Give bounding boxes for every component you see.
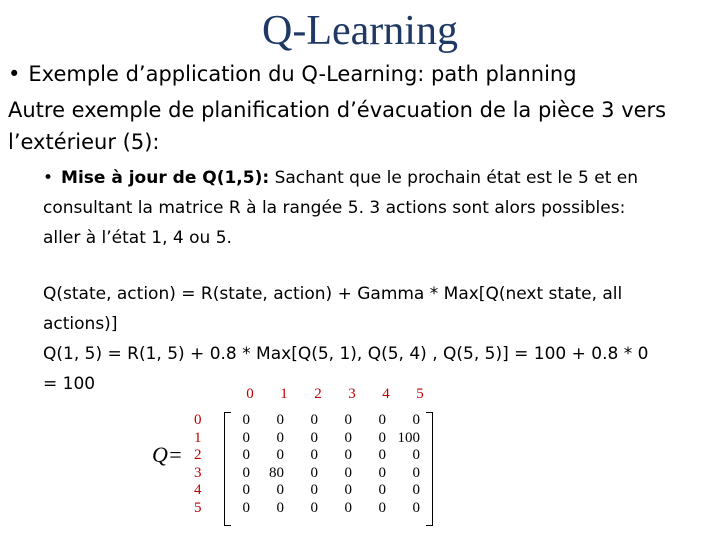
formula-line-1: Q(state, action) = R(state, action) + Gamma * Max[Q(next state, all bbox=[43, 284, 623, 304]
matrix-cell: 0 bbox=[276, 429, 284, 446]
matrix-cell: 0 bbox=[412, 464, 420, 481]
matrix-col-label: 0 bbox=[246, 386, 254, 402]
matrix-cell: 0 bbox=[242, 447, 250, 463]
matrix-col-label: 5 bbox=[416, 386, 424, 402]
matrix-cell: 0 bbox=[242, 429, 250, 446]
matrix-col-label: 4 bbox=[382, 386, 390, 402]
matrix-cell: 0 bbox=[276, 412, 284, 428]
matrix-cell: 100 bbox=[397, 429, 420, 446]
line2-text: Autre exemple de planification d’évacuation de la pièce 3 vers bbox=[8, 98, 667, 122]
sub-bullet-text1: Sachant que le prochain état est le 5 et en bbox=[269, 168, 638, 188]
q-matrix-label: Q= bbox=[152, 442, 183, 467]
matrix-cell: 0 bbox=[412, 447, 420, 463]
matrix-col-label: 2 bbox=[314, 386, 322, 402]
sub-bullet-bold: Mise à jour de Q(1,5): bbox=[61, 168, 270, 188]
line1-text: Exemple d’application du Q-Learning: path planning bbox=[28, 62, 577, 86]
matrix-cell: 0 bbox=[242, 499, 250, 516]
matrix-cell: 0 bbox=[344, 447, 352, 463]
matrix-cell: 0 bbox=[310, 429, 318, 446]
matrix-cell: 0 bbox=[344, 482, 352, 498]
matrix-cell: 0 bbox=[310, 499, 318, 516]
slide-title: Q-Learning bbox=[262, 8, 458, 54]
matrix-cell: 0 bbox=[378, 447, 386, 463]
matrix-cell: 0 bbox=[242, 412, 250, 428]
matrix-row-label: 4 bbox=[194, 482, 202, 498]
sub-bullet-icon: • bbox=[43, 168, 54, 188]
matrix-cell: 80 bbox=[269, 464, 284, 481]
sub-bullet-line-1 bbox=[43, 168, 638, 188]
matrix-cell: 0 bbox=[344, 464, 352, 481]
bullet-icon: • bbox=[8, 62, 21, 86]
matrix-row-label: 3 bbox=[194, 464, 202, 481]
line3-text: l’extérieur (5): bbox=[8, 130, 160, 154]
bullet-line-1 bbox=[8, 62, 577, 86]
matrix-row-label: 0 bbox=[194, 412, 202, 428]
matrix-row-labels bbox=[194, 412, 202, 517]
matrix-cell: 0 bbox=[310, 447, 318, 463]
matrix-cell: 0 bbox=[378, 499, 386, 516]
matrix-col-label: 3 bbox=[348, 386, 356, 402]
matrix-cell: 0 bbox=[378, 429, 386, 446]
formula-line-4: = 100 bbox=[43, 374, 96, 394]
matrix-cell: 0 bbox=[412, 482, 420, 498]
matrix-cell: 0 bbox=[412, 499, 420, 516]
matrix-cell: 0 bbox=[310, 412, 318, 428]
sub-bullet-text3: aller à l’état 1, 4 ou 5. bbox=[43, 228, 232, 248]
formula-line-3: Q(1, 5) = R(1, 5) + 0.8 * Max[Q(5, 1), Q(5, 4) , Q(5, 5)] = 100 + 0.8 * 0 bbox=[43, 344, 649, 364]
matrix-row-label: 2 bbox=[194, 447, 202, 463]
matrix-cell: 0 bbox=[412, 412, 420, 428]
matrix-cell: 0 bbox=[310, 464, 318, 481]
matrix-row-label: 5 bbox=[194, 499, 202, 516]
matrix-cell: 0 bbox=[242, 464, 250, 481]
matrix-cell: 0 bbox=[344, 429, 352, 446]
formula-line-2: actions)] bbox=[43, 314, 118, 334]
matrix-cell: 0 bbox=[276, 447, 284, 463]
matrix-row-label: 1 bbox=[194, 429, 202, 446]
matrix-cell: 0 bbox=[310, 482, 318, 498]
matrix-col-label: 1 bbox=[280, 386, 288, 402]
matrix-cell: 0 bbox=[242, 482, 250, 498]
matrix-cell: 0 bbox=[344, 499, 352, 516]
matrix-cell: 0 bbox=[276, 499, 284, 516]
sub-bullet-text2: consultant la matrice R à la rangée 5. 3 actions sont alors possibles: bbox=[43, 198, 626, 218]
matrix-cell: 0 bbox=[378, 482, 386, 498]
matrix-cell: 0 bbox=[378, 464, 386, 481]
matrix-right-bracket bbox=[426, 412, 433, 526]
matrix-cell: 0 bbox=[276, 482, 284, 498]
matrix-cell: 0 bbox=[344, 412, 352, 428]
q-matrix bbox=[150, 384, 450, 534]
matrix-cell: 0 bbox=[378, 412, 386, 428]
